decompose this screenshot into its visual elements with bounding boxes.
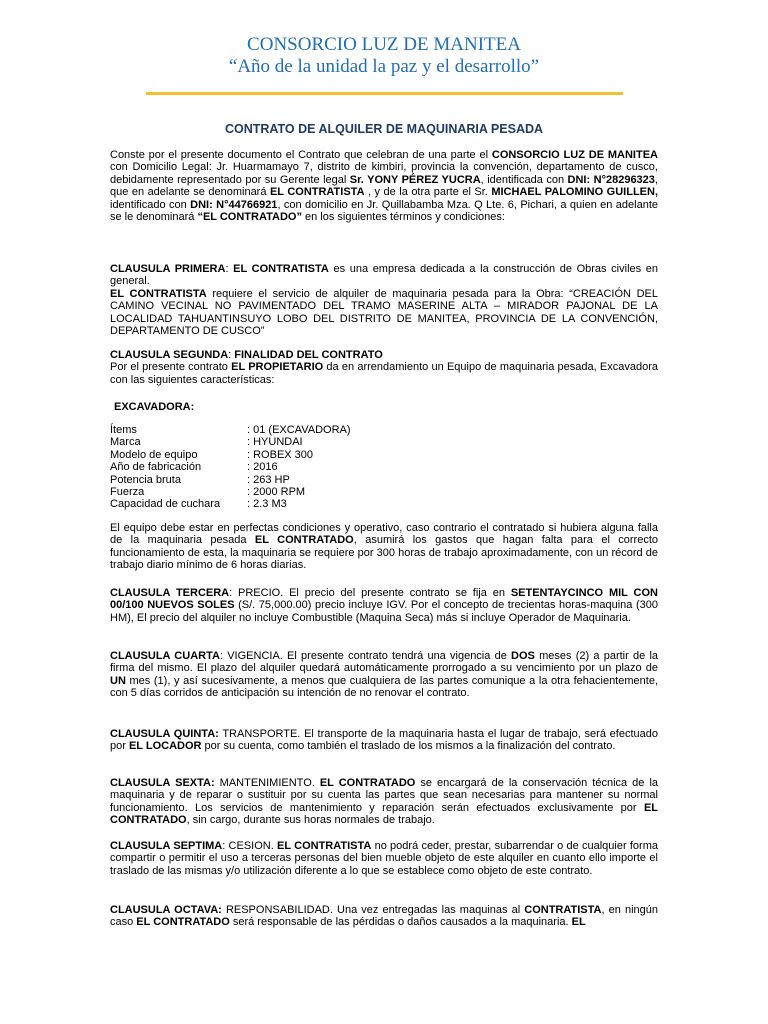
spec-value: : 01 (EXCAVADORA) — [247, 424, 351, 436]
spec-value: : 2016 — [247, 461, 278, 474]
clause-eighth: CLAUSULA OCTAVA: RESPONSABILIDAD. Una vez entregadas las maquinas al CONTRATISTA, en ningún caso EL CONTRATADO será responsable de las pérdidas o daños causados a la maquinaria. EL — [110, 904, 658, 929]
spec-label: Ítems — [110, 424, 137, 436]
equipment-conditions-paragraph: El equipo debe estar en perfectas condiciones y operativo, caso contrario el contratado si hubiera alguna falla de la maquinaria pesada EL CONTRATADO, asumirá los gastos que hagan falta para el correcto funcionamiento de esta, la maquinaria se requiere por 300 horas de trabajo aproximadamente, con un récord de trabajo diario mínimo de 6 horas diarias. — [110, 522, 659, 572]
organization-name: CONSORCIO LUZ DE MANITEA — [247, 34, 521, 55]
intro-paragraph: Conste por el presente documento el Contrato que celebran de una parte el CONSORCIO LUZ DE MANITEA con Domicilio Legal: Jr. Huarmamayo 7, distrito de kimbiri, provincia la convención, departamento de cusco, debidamente representado por su Gerente legal Sr. YONY PÉREZ YUCRA, identificada con DNI: N°28296323, que en adelante se denominará EL CONTRATISTA , y de la otra parte el Sr. MICHAEL PALOMINO GUILLEN, identificado con DNI: N°44766921, con domicilio en Jr. Quillabamba Mza. Q Lte. 6, Pichari, a quien en adelante se le denominará “EL CONTRATADO” en los siguientes términos y condiciones: — [110, 149, 659, 224]
spec-row-year — [110, 461, 351, 473]
clause-fifth: CLAUSULA QUINTA: TRANSPORTE. El transporte de la maquinaria hasta el lugar de trabajo, será efectuado por EL LOCADOR por su cuenta, como también el traslado de los mismos a la finalización del contrato. — [110, 728, 658, 753]
header-divider — [146, 92, 623, 95]
excavator-heading: EXCAVADORA: — [114, 401, 195, 413]
spec-value: : 2.3 M3 — [247, 498, 287, 511]
spec-value: : ROBEX 300 — [247, 448, 314, 461]
spec-label: Año de fabricación — [110, 461, 202, 474]
spec-row-power — [110, 474, 351, 486]
clause-first: CLAUSULA PRIMERA: EL CONTRATISTA es una empresa dedicada a la construcción de Obras civiles en general. EL CONTRATISTA requiere el servicio de alquiler de maquinaria pesada para la Obra: “CREACIÓN DEL CAMINO VECINAL NO PAVIMENTADO DEL TRAMO MASERINE ALTA – MIRADOR PAJONAL DE LA LOCALIDAD TAHUANTINSUYO LOBO DEL DISTRITO DE MANITEA, PROVINCIA DE LA CONVENCIÓN, DEPARTAMENTO DE CUSCO” — [110, 263, 658, 338]
spec-label: Potencia bruta — [110, 473, 181, 486]
spec-label: Modelo de equipo — [110, 448, 198, 461]
spec-label: Fuerza — [110, 485, 145, 498]
spec-row-bucket — [110, 498, 351, 510]
spec-value: : 263 HP — [247, 473, 290, 486]
clause-third: CLAUSULA TERCERA: PRECIO. El precio del presente contrato se fija en SETENTAYCINCO MIL CON 00/100 NUEVOS SOLES (S/. 75,000.00) precio incluye IGV. Por el concepto de trecientas horas-maquina (300 HM), El precio del alquiler no incluye Combustible (Maquina Seca) más si incluye Operador de Maquinaria. — [110, 587, 658, 624]
spec-label: Capacidad de cuchara — [110, 498, 221, 511]
contract-title: CONTRATO DE ALQUILER DE MAQUINARIA PESADA — [224, 122, 544, 136]
spec-row-brand — [110, 436, 351, 448]
clause-second: CLAUSULA SEGUNDA: FINALIDAD DEL CONTRATO Por el presente contrato EL PROPIETARIO da en arrendamiento un Equipo de maquinaria pesada, Excavadora con las siguientes características: — [110, 349, 658, 386]
spec-row-force — [110, 486, 351, 498]
clause-fourth: CLAUSULA CUARTA: VIGENCIA. El presente contrato tendrá una vigencia de DOS meses (2) a partir de la firma del mismo. El plazo del alquiler quedará automáticamente prorrogado a su vencimiento por un plazo de UN mes (1), y así sucesivamente, a menos que cualquiera de las partes comunique a la otra fehacientemente, con 5 días corridos de anticipación su intención de no renovar el contrato. — [110, 650, 659, 700]
clause-sixth: CLAUSULA SEXTA: MANTENIMIENTO. EL CONTRATADO se encargará de la conservación técnica de la maquinaria y de reparar o sustituir por su cuenta las partes que sean necesarias para mantener su normal funcionamiento. Los servicios de mantenimiento y reparación serán efectuados exclusivamente por EL CONTRATADO, sin cargo, durante sus horas normales de trabajo. — [110, 777, 658, 827]
year-motto: “Año de la unidad la paz y el desarrollo” — [228, 56, 540, 77]
spec-row-items — [110, 424, 351, 436]
spec-row-model — [110, 449, 351, 461]
spec-value: : 2000 RPM — [247, 485, 306, 498]
spec-label: Marca — [110, 436, 141, 449]
clause-seventh: CLAUSULA SEPTIMA: CESION. EL CONTRATISTA no podrá ceder, prestar, subarrendar o de cualquier forma compartir o permitir el uso a terceras personas del bien mueble objeto de este alquiler en cuanto ello importe el traslado de las mismas y/o utilización diferente a lo que se establece como objeto de este contrato. — [110, 840, 658, 877]
excavator-specs — [110, 424, 351, 511]
spec-value: : HYUNDAI — [247, 436, 303, 449]
